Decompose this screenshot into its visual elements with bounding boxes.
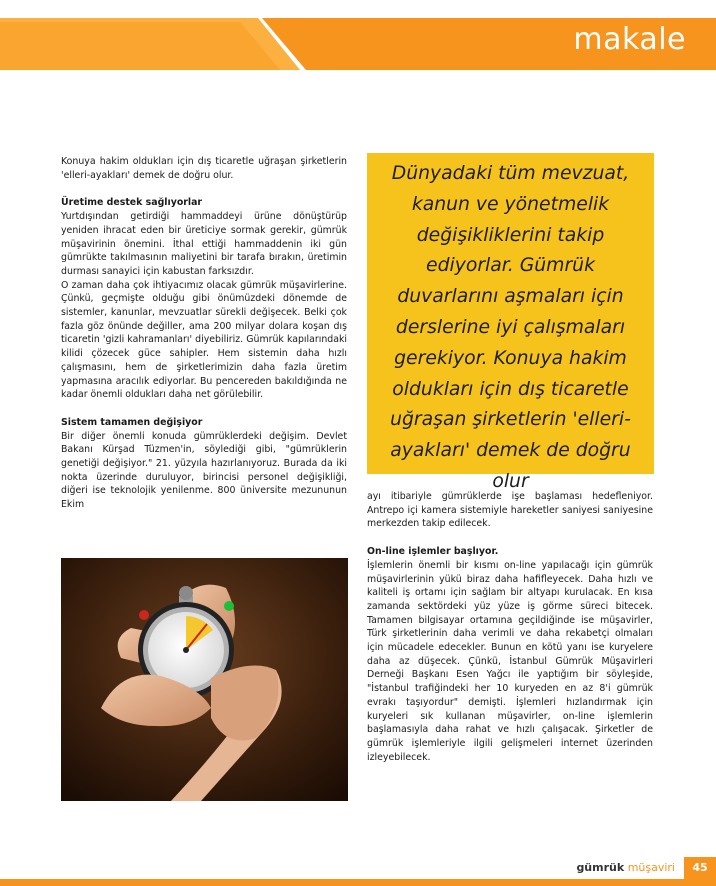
left-column <box>61 155 347 512</box>
brand-bold: gümrük <box>576 861 625 874</box>
page-number: 45 <box>684 857 716 879</box>
paragraph-system-1: Bir diğer önemli konuda gümrüklerdeki değişim. Devlet Bakanı Kürşad Tüzmen'in, söylediği gibi, "gümrüklerin geneti̇ği değişiyor." 21. yüzyıla hazırlanıyoruz. Burada da iki nokta üzerinde duruluyor, birincisi personel değişikliği, diğeri ise teknolojik yenilenme. 800 üniversite mezununun Ekim <box>61 430 347 511</box>
paragraph-continuation: ayı itibariyle gümrüklerde işe başlaması hedefleniyor. Antrepo içi kamera sistemiyle hareketler saniyesi saniyesine merkezden takip edilecek. <box>367 491 653 530</box>
pull-quote: Dünyadaki tüm mevzuat, kanun ve yönetmelik değişikliklerini takip ediyorlar. Gümrük duvarlarını aşmaları için derslerine iyi çalışmaları gerekiyor. Konuya hakim oldukları için dış ticaretle uğraşan şirketlerin 'elleri-ayakları' demek de doğru olur <box>367 153 654 474</box>
right-column <box>367 490 653 764</box>
footer-bar <box>0 879 716 886</box>
paragraph-production-2: O zaman daha çok ihtiyacımız olacak gümrük müşavirlerine. Çünkü, geçmişte olduğu gibi önümüzdeki dönemde de sistemler, kanunlar, mevzuatlar sürekli değişecek. Belki çok fazla göz önünde değiller, ama 200 milyar dolara koşan dış ticaretin 'gizli kahramanları' diyebiliriz. Gümrük kapılarındaki kilidi çözecek güce sahipler. Hem sistemin daha hızlı çalışmasını, hem de şirketlerimizin daha fazla üretim yapmasına aracılık ediyorlar. Bu pencereden bakıldığında ne kadar önemli oldukları daha net görülebilir. <box>61 279 347 401</box>
stopwatch-photo <box>61 558 348 801</box>
brand-light: müşaviri <box>627 861 675 874</box>
header-banner <box>0 0 716 70</box>
subheading-production: Üretime destek sağlıyorlar <box>61 197 203 209</box>
paragraph-production-1: Yurtdışından getirdiği hammaddeyi ürüne dönüştürüp yeniden ihracat eden bir üreticiye sormak gerekir, gümrük müşavirinin önemini. İthal ettiği hammaddenin iki gün gümrükte takılmasının maliyetini bir tarafa bırakın, üretimin durması sanayici için kabustan farksızdır. <box>61 211 347 277</box>
intro-paragraph: Konuya hakim oldukları için dış ticaretle uğraşan şirketlerin 'elleri-ayakları' demek de doğru olur. <box>61 156 347 181</box>
section-title: makale <box>573 22 686 57</box>
magazine-brand <box>576 861 675 874</box>
paragraph-online-1: İşlemlerin önemli bir kısmı on-line yapılacağı için gümrük müşavirlerinin yükü biraz daha hafifleyecek. Daha hızlı ve kaliteli iş ortamı için sağlam bir altyapı kurulacak. En kısa zamanda sektördeki yüz yüze iş görme süreci bitecek. Tamamen bilgisayar ortamına geçildiğinde ise müşavirler, Türk şirketlerinin daha verimli ve daha rekabetçi olmaları için mücadele edecekler. Bunun en kötü yanı ise kuryelere daha az düşecek. Çünkü, İstanbul Gümrük Müşavirleri Derneği Başkanı Esen Yağcı ile yaptığım bir söyleşide, "İstanbul trafiğindeki her 10 kuryeden en az 8'i gümrük evrakı taşıyordur" demişti. İşlemleri hızlandırmak için kuryeleri sık kullanan müşavirler, on-line işlemlerin başlamasıyla daha rahat ve hızlı çalışacak. Şirketler de gümrük işlemleriyle ilgili gelişmeleri internet üzerinden izleyebilecek. <box>367 559 653 763</box>
subheading-online: On-line işlemler başlıyor. <box>367 546 499 558</box>
header-amber-shade <box>0 22 280 70</box>
subheading-system: Sistem tamamen değişiyor <box>61 416 203 428</box>
stopwatch-illustration <box>61 558 348 801</box>
